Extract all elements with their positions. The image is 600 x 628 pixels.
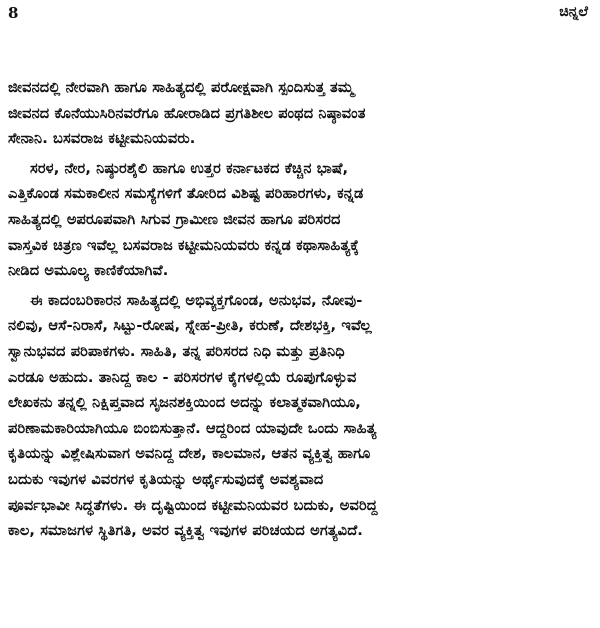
text-line: ಎರಡೂ ಅಹುದು. ತಾನಿದ್ದ ಕಾಲ - ಪರಿಸರಗಳ ಕೈಗಳಲ್ಲಿಯೆ ರೂಪುಗೊಳ್ಳುವ [8,368,357,386]
text-line: ವಾಸ್ತವಿಕ ಚಿತ್ರಣ ಇವೆಲ್ಲ ಬಸವರಾಜ ಕಟ್ಟೀಮನಿಯವರು ಕನ್ನಡ ಕಥಾಸಾಹಿತ್ಯಕ್ಕೆ [8,236,360,254]
text-line: ಜೀವನದ ಕೊನೆಯುಸಿರಿನವರೆಗೂ ಹೋರಾಡಿದ ಪ್ರಗತಿಶೀಲ ಪಂಥದ ನಿಷ್ಠಾವಂತ [8,104,366,122]
text-line: ಪರಿಣಾಮಕಾರಿಯಾಗಿಯೂ ಬಿಂಬಿಸುತ್ತಾನೆ. ಆದ್ದರಿಂದ ಯಾವುದೇ ಒಂದು ಸಾಹಿತ್ಯ [8,419,377,437]
text-line: ಸಾಹಿತ್ಯದಲ್ಲಿ ಅಪರೂಪವಾಗಿ ಸಿಗುವ ಗ್ರಾಮೀಣ ಜೀವನ ಹಾಗೂ ಪರಿಸರದ [8,210,341,228]
text-line: ಸರಳ, ನೇರ, ನಿಷ್ಠುರಶೈಲಿ ಹಾಗೂ ಉತ್ತರ ಕರ್ನಾಟಕದ ಕೆಚ್ಚಿನ ಭಾಷೆ, [30,159,349,177]
text-line: ಸ್ವಾನುಭವದ ಪರಿಪಾಕಗಳು. ಸಾಹಿತಿ, ತನ್ನ ಪರಿಸರದ ನಿಧಿ ಮತ್ತು ಪ್ರತಿನಿಧಿ [8,342,345,360]
text-line: ಜೀವನದಲ್ಲಿ ನೇರವಾಗಿ ಹಾಗೂ ಸಾಹಿತ್ಯದಲ್ಲಿ ಪರೋಕ್ಷವಾಗಿ ಸ್ಪಂದಿಸುತ್ತ ತಮ್ಮ [8,79,354,96]
body-text [8,75,590,544]
paragraph [8,288,590,544]
text-line: ನಲಿವು, ಆಸೆ-ನಿರಾಸೆ, ಸಿಟ್ಟು-ರೋಷ, ಸ್ನೇಹ-ಪ್ರೀತಿ, ಕರುಣೆ, ದೇಶಭಕ್ತಿ, ಇವೆಲ್ಲ [8,317,372,335]
text-line: ಬದುಕು ಇವುಗಳ ವಿವರಗಳ ಕೃತಿಯನ್ನು ಅರ್ಥೈಸುವುದಕ್ಕೆ ಅವಶ್ಯವಾದ [8,470,324,488]
text-line: ಸೇನಾನಿ. ಬಸವರಾಜ ಕಟ್ಟೀಮನಿಯವರು. [8,130,196,148]
text-line: ಈ ಕಾದಂಬರಿಕಾರನ ಸಾಹಿತ್ಯದಲ್ಲಿ ಅಭಿವ್ಯಕ್ತಗೊಂಡ, ಅನುಭವ, ನೋವು- [30,291,363,309]
text-line: ಲೇಖಕನು ತನ್ನಲ್ಲಿ ನಿಕ್ಷಿಪ್ತವಾದ ಸೃಜನಶಕ್ತಿಯಿಂದ ಅದನ್ನು ಕಲಾತ್ಮಕವಾಗಿಯೂ, [8,394,361,412]
text-line: ಎತ್ತಿಕೊಂಡ ಸಮಕಾಲೀನ ಸಮಸ್ಯೆಗಳಿಗೆ ತೋರಿದ ವಿಶಿಷ್ಟ ಪರಿಹಾರಗಳು, ಕನ್ನಡ [8,185,364,203]
page-number: 8 [8,4,19,22]
text-line: ನೀಡಿದ ಅಮೂಲ್ಯ ಕಾಣಿಕೆಯಾಗಿವೆ. [8,262,169,280]
paragraph [8,156,590,284]
paragraph [8,75,590,152]
text-line: ಕಾಲ, ಸಮಾಜಗಳ ಸ್ಥಿತಿಗತಿ, ಅವರ ವ್ಯಕ್ತಿತ್ವ ಇವುಗಳ ಪರಿಚಯದ ಅಗತ್ಯವಿದೆ. [8,522,363,540]
running-head: ಚಿನ್ನಲೆ [559,4,588,20]
text-line: ಕೃತಿಯನ್ನು ವಿಶ್ಲೇಷಿಸುವಾಗ ಅವನಿದ್ದ ದೇಶ, ಕಾಲಮಾನ, ಆತನ ವ್ಯಕ್ತಿತ್ವ ಹಾಗೂ [8,445,371,463]
text-line: ಪೂರ್ವಭಾವೀ ಸಿದ್ಧತೆಗಳು. ಈ ದೃಷ್ಟಿಯಿಂದ ಕಟ್ಟೀಮನಿಯವರ ಬದುಕು, ಅವರಿದ್ದ [8,496,378,514]
